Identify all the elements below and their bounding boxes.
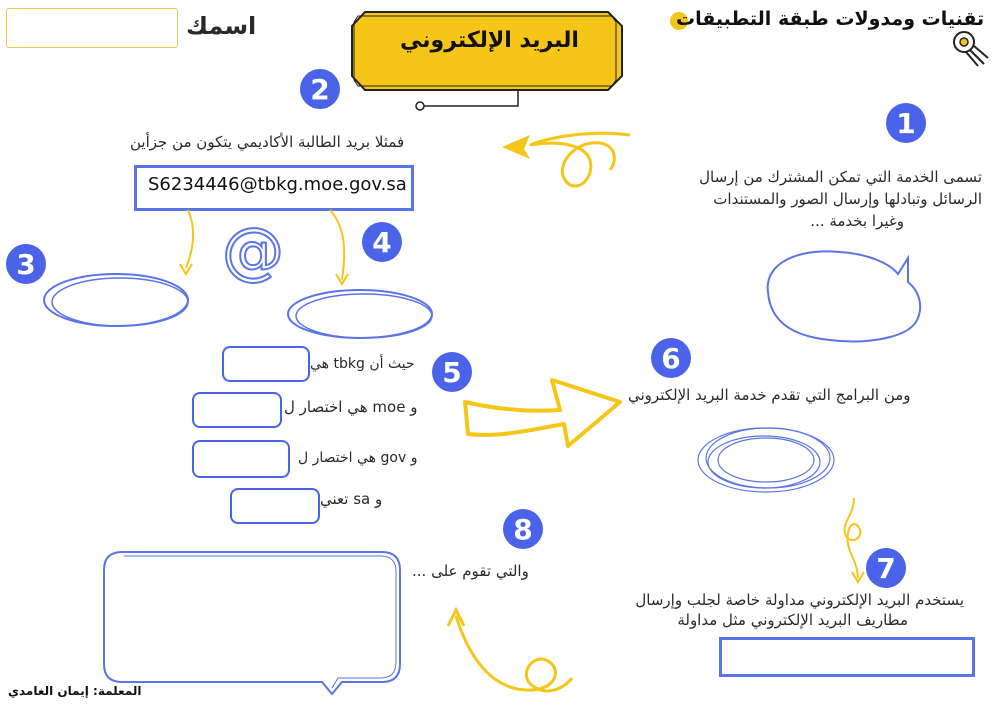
curly-arrow-bottom	[446, 608, 576, 703]
title-banner	[350, 10, 625, 110]
definition-line-2: الرسائل وتبادلها وإرسال الصور والمستندات	[713, 190, 982, 208]
sa-text: و sa تعني	[320, 490, 383, 508]
tbkg-text: حيث أن tbkg هي	[310, 356, 415, 372]
gov-answer-box[interactable]	[192, 440, 290, 478]
example-intro: فمثلا بريد الطالبة الأكاديمي يتكون من جزأين	[130, 133, 405, 151]
email-address-text: S6234446@tbkg.moe.gov.sa	[148, 174, 407, 195]
rocket-icon	[950, 28, 990, 68]
answer-oval-3[interactable]	[40, 268, 200, 338]
protocol-line-1: يستخدم البريد الإلكتروني مداولة خاصة لجلب وإرسال	[635, 591, 964, 609]
answer-speech-bubble-1[interactable]	[760, 240, 930, 345]
name-label: اسمك	[186, 12, 257, 40]
topic-heading: تقنيات ومدولات طبقة التطبيقات	[676, 8, 985, 30]
definition-line-1: تسمى الخدمة التي تمكن المشترك من إرسال	[699, 168, 982, 186]
at-sign-icon: @	[222, 214, 284, 287]
sa-answer-box[interactable]	[230, 488, 320, 524]
step-number-2: 2	[300, 69, 340, 109]
definition-line-3: وغيرا بخدمة ...	[810, 212, 904, 230]
protocol-line-2: مطاريف البريد الإلكتروني مثل مداولة	[677, 611, 908, 629]
page-title: البريد الإلكتروني	[400, 28, 579, 53]
arrow-to-part-4	[326, 208, 356, 288]
email-programs-text: ومن البرامج التي تقدم خدمة البريد الإلكتروني	[628, 386, 911, 404]
answer-oval-4[interactable]	[284, 286, 444, 346]
step-number-6: 6	[651, 338, 691, 378]
gov-text: و gov هي اختصار ل	[298, 450, 418, 466]
step-number-3: 3	[6, 244, 46, 284]
answer-oval-6[interactable]	[694, 420, 844, 500]
step-number-5: 5	[432, 352, 472, 392]
curly-arrow-down	[836, 496, 876, 586]
answer-speech-bubble-8[interactable]	[102, 548, 407, 698]
step-number-8: 8	[503, 509, 543, 549]
moe-answer-box[interactable]	[192, 392, 282, 428]
curly-arrow-top	[490, 125, 640, 205]
step-number-7: 7	[866, 548, 906, 588]
teacher-credit: المعلمة: إيمان الغامدي	[8, 684, 142, 698]
name-input-box[interactable]	[6, 8, 178, 48]
protocol-answer-box[interactable]	[719, 637, 975, 677]
step-number-4: 4	[362, 222, 402, 262]
moe-text: و moe هي اختصار ل	[284, 398, 418, 416]
big-arrow-icon	[460, 372, 630, 452]
step-number-1: 1	[886, 103, 926, 143]
function-text: والتي تقوم على ...	[412, 562, 529, 580]
tbkg-answer-box[interactable]	[222, 346, 310, 382]
